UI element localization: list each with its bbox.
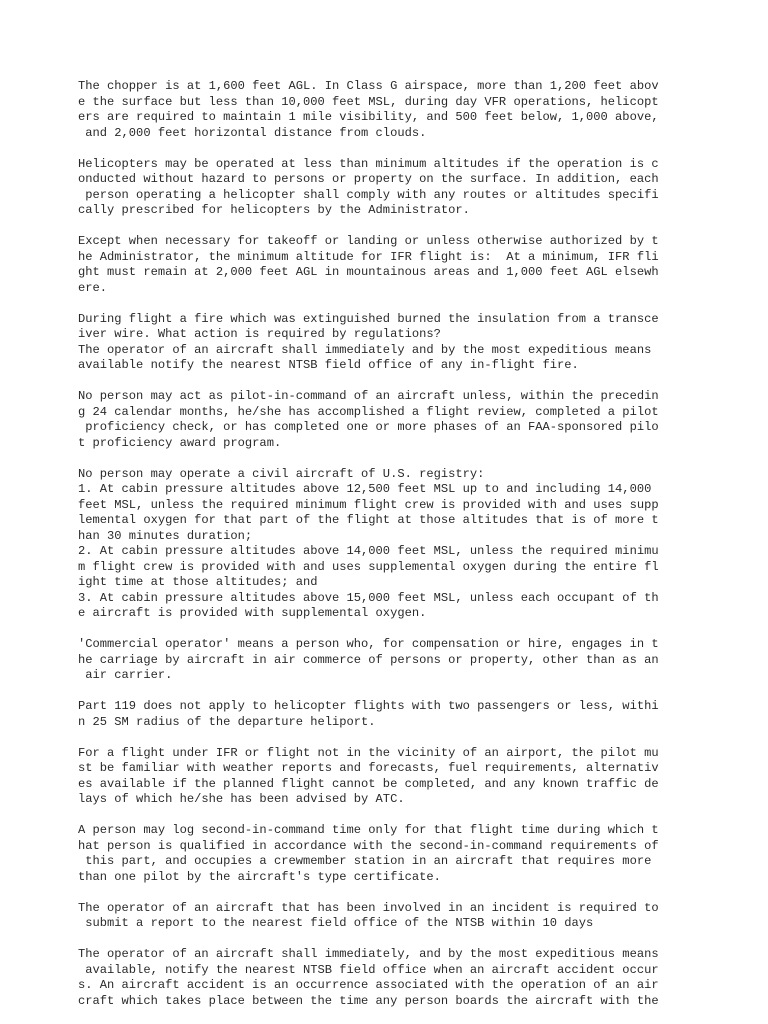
text-line: es available if the planned flight cannot be completed, and any known traffic de	[78, 776, 659, 791]
paragraph	[78, 746, 698, 808]
text-line: craft which takes place between the time any person boards the aircraft with the	[78, 993, 659, 1008]
text-line: proficiency check, or has completed one or more phases of an FAA-sponsored pilo	[78, 420, 659, 434]
text-line: Part 119 does not apply to helicopter flights with two passengers or less, withi	[78, 699, 659, 713]
text-line: iver wire. What action is required by regulations?	[78, 327, 441, 341]
text-line: e aircraft is provided with supplemental oxygen.	[78, 606, 427, 620]
text-line: 'Commercial operator' means a person who, for compensation or hire, engages in t	[78, 637, 659, 651]
text-line: A person may log second-in-command time only for that flight time during which t	[78, 823, 659, 837]
text-line: lemental oxygen for that part of the flight at those altitudes that is of more t	[78, 513, 659, 527]
text-line: ers are required to maintain 1 mile visibility, and 500 feet below, 1,000 above,	[78, 110, 659, 124]
paragraph	[78, 947, 698, 1009]
paragraph	[78, 901, 698, 932]
text-line: During flight a fire which was extinguished burned the insulation from a transce	[78, 311, 659, 326]
paragraph	[78, 312, 698, 374]
text-line: person operating a helicopter shall comply with any routes or altitudes specifi	[78, 187, 659, 202]
text-line: ght must remain at 2,000 feet AGL in mountainous areas and 1,000 feet AGL elsewh	[78, 265, 659, 279]
text-line: st be familiar with weather reports and forecasts, fuel requirements, alternativ	[78, 761, 659, 775]
paragraph	[78, 699, 698, 730]
text-line: 3. At cabin pressure altitudes above 15,000 feet MSL, unless each occupant of th	[78, 590, 659, 605]
text-line: The operator of an aircraft shall immediately and by the most expeditious means	[78, 342, 652, 357]
text-line: available notify the nearest NTSB field office of any in-flight fire.	[78, 358, 579, 372]
text-line: Except when necessary for takeoff or landing or unless otherwise authorized by t	[78, 234, 659, 248]
text-line: lays of which he/she has been advised by ATC.	[78, 792, 405, 806]
document-body	[78, 79, 698, 1024]
text-line: ere.	[78, 280, 108, 295]
text-line: e the surface but less than 10,000 feet MSL, during day VFR operations, helicopt	[78, 94, 659, 109]
text-line: The operator of an aircraft that has been involved in an incident is required to	[78, 900, 659, 915]
text-line: The chopper is at 1,600 feet AGL. In Class G airspace, more than 1,200 feet abov	[78, 79, 659, 93]
text-line: g 24 calendar months, he/she has accomplished a flight review, completed a pilot	[78, 404, 659, 419]
text-line: and 2,000 feet horizontal distance from clouds.	[78, 125, 427, 140]
text-line: submit a report to the nearest field office of the NTSB within 10 days	[78, 916, 594, 930]
text-line: feet MSL, unless the required minimum flight crew is provided with and uses supp	[78, 497, 659, 512]
text-line: m flight crew is provided with and uses supplemental oxygen during the entire fl	[78, 559, 659, 574]
text-line: available, notify the nearest NTSB field office when an aircraft accident occur	[78, 962, 659, 977]
text-line: air carrier.	[78, 668, 173, 682]
paragraph	[78, 823, 698, 885]
text-line: No person may act as pilot-in-command of an aircraft unless, within the precedin	[78, 389, 659, 403]
text-line: he Administrator, the minimum altitude for IFR flight is: At a minimum, IFR fli	[78, 249, 659, 264]
text-line: Helicopters may be operated at less than minimum altitudes if the operation is c	[78, 156, 659, 171]
text-line: The operator of an aircraft shall immediately, and by the most expeditious means	[78, 947, 659, 961]
text-line: onducted without hazard to persons or property on the surface. In addition, each	[78, 172, 659, 186]
text-line: For a flight under IFR or flight not in the vicinity of an airport, the pilot mu	[78, 745, 659, 760]
paragraph	[78, 234, 698, 296]
paragraph	[78, 157, 698, 219]
text-line: s. An aircraft accident is an occurrence associated with the operation of an air	[78, 978, 659, 992]
text-line: 2. At cabin pressure altitudes above 14,000 feet MSL, unless the required minimu	[78, 544, 659, 558]
text-line: ight time at those altitudes; and	[78, 575, 318, 589]
text-line: than one pilot by the aircraft's type certificate.	[78, 869, 441, 884]
paragraph	[78, 467, 698, 622]
text-line: t proficiency award program.	[78, 435, 282, 450]
paragraph	[78, 389, 698, 451]
text-line: cally prescribed for helicopters by the Administrator.	[78, 203, 470, 217]
text-line: n 25 SM radius of the departure heliport.	[78, 714, 376, 729]
paragraph	[78, 637, 698, 684]
paragraph	[78, 79, 698, 141]
text-line: han 30 minutes duration;	[78, 528, 253, 543]
text-line: No person may operate a civil aircraft of U.S. registry:	[78, 466, 485, 481]
text-line: 1. At cabin pressure altitudes above 12,500 feet MSL up to and including 14,000	[78, 482, 652, 496]
text-line: hat person is qualified in accordance with the second-in-command requirements of	[78, 838, 659, 853]
text-line: this part, and occupies a crewmember station in an aircraft that requires more	[78, 854, 652, 868]
text-line: he carriage by aircraft in air commerce of persons or property, other than as an	[78, 652, 659, 667]
